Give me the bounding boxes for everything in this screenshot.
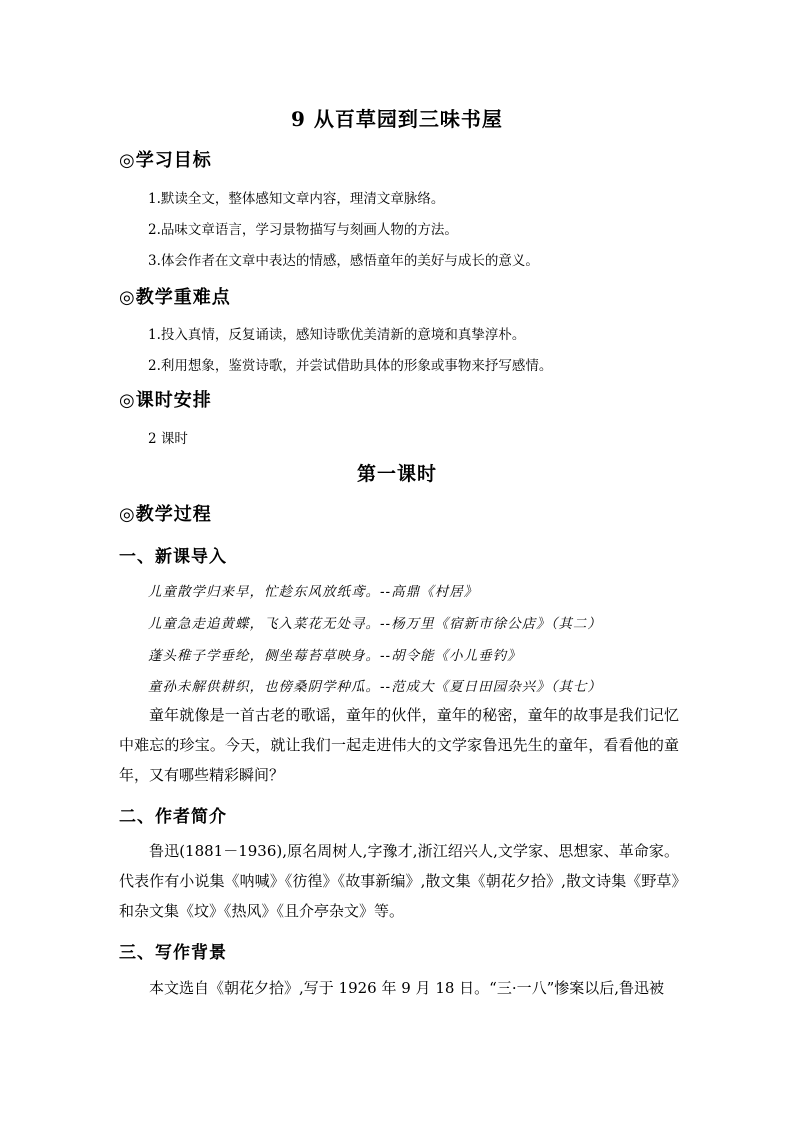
section-heading-key-points: ◎教学重难点	[119, 287, 231, 308]
author-paragraph: 鲁迅(1881－1936),原名周树人,字豫才,浙江绍兴人,文学家、思想家、革命家。代表作有小说集《呐喊》《彷徨》《故事新编》,散文集《朝花夕拾》,散文诗集《野草》和杂文集《坟》《热风》《且介亭杂文》等。	[119, 842, 679, 920]
poem-line-2: 儿童急走追黄蝶，飞入菜花无处寻。--杨万里《宿新市徐公店》（其二）	[148, 616, 602, 632]
section-heading-process: ◎教学过程	[119, 504, 212, 525]
key-point-item-2: 2.利用想象，鉴赏诗歌，并尝试借助具体的形象或事物来抒写感情。	[148, 358, 553, 374]
goal-item-2: 2.品味文章语言，学习景物描写与刻画人物的方法。	[148, 222, 458, 238]
document-title: 9 从百草园到三味书屋	[291, 107, 503, 131]
author-heading: 二、作者简介	[119, 807, 227, 827]
lesson-one-heading: 第一课时	[356, 463, 437, 485]
poem-line-1: 儿童散学归来早，忙趁东风放纸鸢。--高鼎《村居》	[148, 584, 479, 600]
schedule-text: 2 课时	[148, 431, 188, 447]
poem-line-3: 蓬头稚子学垂纶，侧坐莓苔草映身。--胡令能《小儿垂钓》	[148, 648, 522, 664]
key-point-item-1: 1.投入真情，反复诵读，感知诗歌优美清新的意境和真挚淳朴。	[148, 327, 526, 343]
poem-line-4: 童孙未解供耕织，也傍桑阴学种瓜。--范成大《夏日田园杂兴》（其七）	[148, 679, 602, 695]
intro-paragraph: 童年就像是一首古老的歌谣，童年的伙伴，童年的秘密，童年的故事是我们记忆中难忘的珍宝。今天，就让我们一起走进伟大的文学家鲁迅先生的童年，看看他的童年，又有哪些精彩瞬间？	[119, 706, 679, 784]
goal-item-1: 1.默读全文，整体感知文章内容，理清文章脉络。	[148, 191, 445, 207]
background-paragraph: 本文选自《朝花夕拾》,写于 1926 年 9 月 18 日。“三·一八”惨案以后,鲁迅被	[149, 979, 665, 997]
goal-item-3: 3.体会作者在文章中表达的情感，感悟童年的美好与成长的意义。	[148, 253, 539, 269]
intro-heading: 一、新课导入	[119, 547, 227, 567]
section-heading-schedule: ◎课时安排	[119, 390, 212, 411]
section-heading-goals: ◎学习目标	[119, 150, 212, 171]
background-heading: 三、写作背景	[119, 943, 227, 963]
